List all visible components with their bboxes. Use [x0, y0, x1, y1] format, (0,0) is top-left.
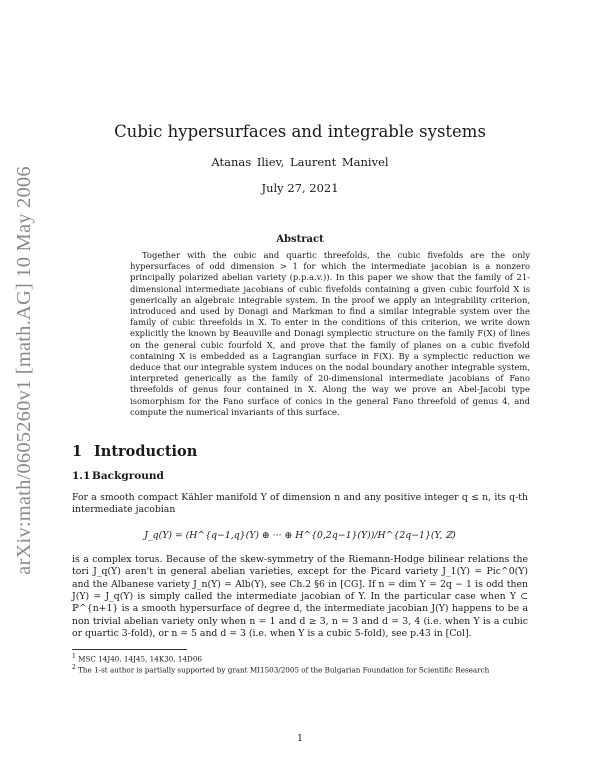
paper-date: July 27, 2021 [261, 181, 339, 195]
intro-paragraph-2: is a complex torus. Because of the skew-symmetry of the Riemann-Hodge bilinear relations the tori J_q(Y) aren't in general abelian varieties, except for the Picard variety J_1(Y) = Pic^0(Y) and the Albanese variety J_n(Y) = Alb(Y), see Ch.2 §6 in [CG]. If n = dim Y = 2q − 1 is odd then J(Y) = J_q(Y) is simply called the intermediate jacobian of Y. In the particular case when Y ⊂ ℙ^{n+1} is a smooth hypersurface of degree d, the intermediate jacobian J(Y) happens to be a non trivial abelian variety only when n = 1 and d ≥ 3, n = 3 and d = 3, 4 (i.e. when Y is a cubic or quartic 3-fold), or n = 5 and d = 3 (i.e. when Y is a cubic 5-fold), see p.43 in [Col]. [72, 554, 528, 640]
abstract-heading: Abstract [276, 234, 324, 245]
section-heading [72, 443, 197, 460]
arxiv-stamp-text: arXiv:math/0605260v1 [math.AG] 10 May 2006 [12, 165, 35, 575]
footnote-1 [72, 652, 528, 664]
arxiv-stamp [8, 150, 40, 590]
footnote-1-marker: 1 [72, 653, 76, 660]
subsection-heading [72, 470, 164, 482]
page-number: 1 [296, 733, 304, 744]
abstract-body: Together with the cubic and quartic threefolds, the cubic fivefolds are the only hypersurfaces of odd dimension > 1 for which the intermediate jacobian is a nonzero principally polarized abelian variety (p.p.a.v.)). In this paper we show that the family of 21-dimensional intermediate jacobians of cubic fivefolds containing a given cubic fourfold X is generically an algebraic integrable system. In the proof we apply an integrability criterion, introduced and used by Donagi and Markman to find a similar integrable system over the family of cubic threefolds in X. To enter in the conditions of this criterion, we write down explicitly the known by Beauville and Donagi symplectic structure on the family F(X) of lines on the general cubic fourfold X, and prove that the family of planes on a cubic fivefold containing X is embedded as a Lagrangian surface in F(X). By a symplectic reduction we deduce that our integrable system induces on the nodal boundary another integrable system, interpreted generically as the family of 20-dimensional intermediate jacobians of Fano threefolds of genus four contained in X. Along the way we prove an Abel-Jacobi type isomorphism for the Fano surface of conics in the general Fano threefold of genus 4, and compute the numerical invariants of this surface. [130, 250, 530, 417]
paper-authors: Atanas Iliev, Laurent Manivel [211, 155, 389, 169]
subsection-title: Background [92, 470, 164, 482]
paper-title: Cubic hypersurfaces and integrable systems [114, 122, 486, 141]
footnote-2 [72, 663, 528, 675]
intro-paragraph-1: For a smooth compact Kähler manifold Y of dimension n and any positive integer q ≤ n, its q-th intermediate jacobian [72, 492, 528, 516]
subsection-number: 1.1 [72, 470, 91, 482]
section-title: Introduction [94, 443, 198, 460]
footnote-2-marker: 2 [72, 664, 76, 671]
footnote-2-text: The 1-st author is partially supported by grant MI1503/2005 of the Bulgarian Foundation for Scientific Research [78, 665, 490, 675]
section-number: 1 [72, 443, 83, 460]
footnote-1-text: MSC 14J40, 14J45, 14K30, 14D06 [78, 654, 202, 664]
jacobian-formula: J_q(Y) = (H^{q−1,q}(Y) ⊕ ··· ⊕ H^{0,2q−1}(Y))/H^{2q−1}(Y, ℤ) [144, 530, 456, 541]
footnote-divider [72, 649, 187, 650]
